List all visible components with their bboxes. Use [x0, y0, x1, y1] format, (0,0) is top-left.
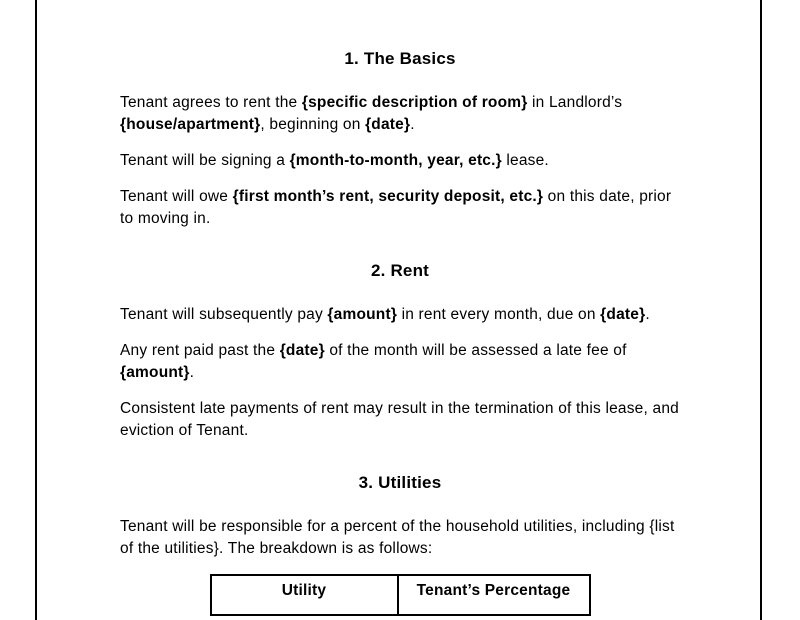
text-segment: Tenant will be responsible for a percent of the household utilities, including {list of the utilities}. The breakdown is as follows: — [120, 518, 675, 557]
text-segment: . — [410, 116, 415, 133]
text-segment: lease. — [501, 152, 549, 169]
table-header-cell-percentage: Tenant’s Percentage — [398, 575, 590, 615]
paragraph — [120, 398, 680, 442]
table-header-row — [211, 575, 590, 615]
text-segment: Tenant will be signing a — [120, 152, 290, 169]
paragraph — [120, 340, 680, 384]
placeholder-field: {month-to-month, year, etc.} — [289, 152, 502, 169]
text-segment: Tenant will owe — [120, 188, 233, 205]
table-header-cell-utility: Utility — [211, 575, 398, 615]
text-segment: . — [189, 364, 195, 381]
text-segment: on this date, prior to moving in. — [120, 188, 672, 227]
paragraph — [120, 92, 680, 136]
document-content — [120, 48, 680, 616]
paragraph — [120, 186, 680, 230]
placeholder-field: {date} — [600, 306, 646, 323]
text-segment: . — [645, 306, 650, 323]
section-heading-basics: 1. The Basics — [344, 49, 456, 68]
placeholder-field: {specific description of room} — [301, 94, 528, 111]
lease-agreement-document — [35, 0, 762, 620]
placeholder-field: {date} — [279, 342, 325, 359]
text-segment: Tenant will subsequently pay — [120, 306, 328, 323]
placeholder-field: {house/apartment} — [120, 116, 261, 133]
placeholder-field: {date} — [365, 116, 411, 133]
text-segment: of the month will be assessed a late fee of — [324, 342, 627, 359]
paragraph — [120, 150, 680, 172]
text-segment: Any rent paid past the — [120, 342, 280, 359]
text-segment: in Landlord’s — [527, 94, 623, 111]
section-heading-utilities: 3. Utilities — [358, 473, 442, 492]
text-segment: , beginning on — [260, 116, 366, 133]
utilities-table — [210, 574, 591, 616]
text-segment: Consistent late payments of rent may result in the termination of this lease, and eviction of Tenant. — [120, 400, 679, 439]
placeholder-field: {amount} — [327, 306, 398, 323]
text-segment: in rent every month, due on — [397, 306, 601, 323]
section-heading-rent: 2. Rent — [370, 261, 430, 280]
placeholder-field: {first month’s rent, security deposit, etc.} — [232, 188, 544, 205]
placeholder-field: {amount} — [120, 364, 190, 381]
paragraph — [120, 516, 680, 560]
text-segment: Tenant agrees to rent the — [120, 94, 302, 111]
paragraph — [120, 304, 680, 326]
